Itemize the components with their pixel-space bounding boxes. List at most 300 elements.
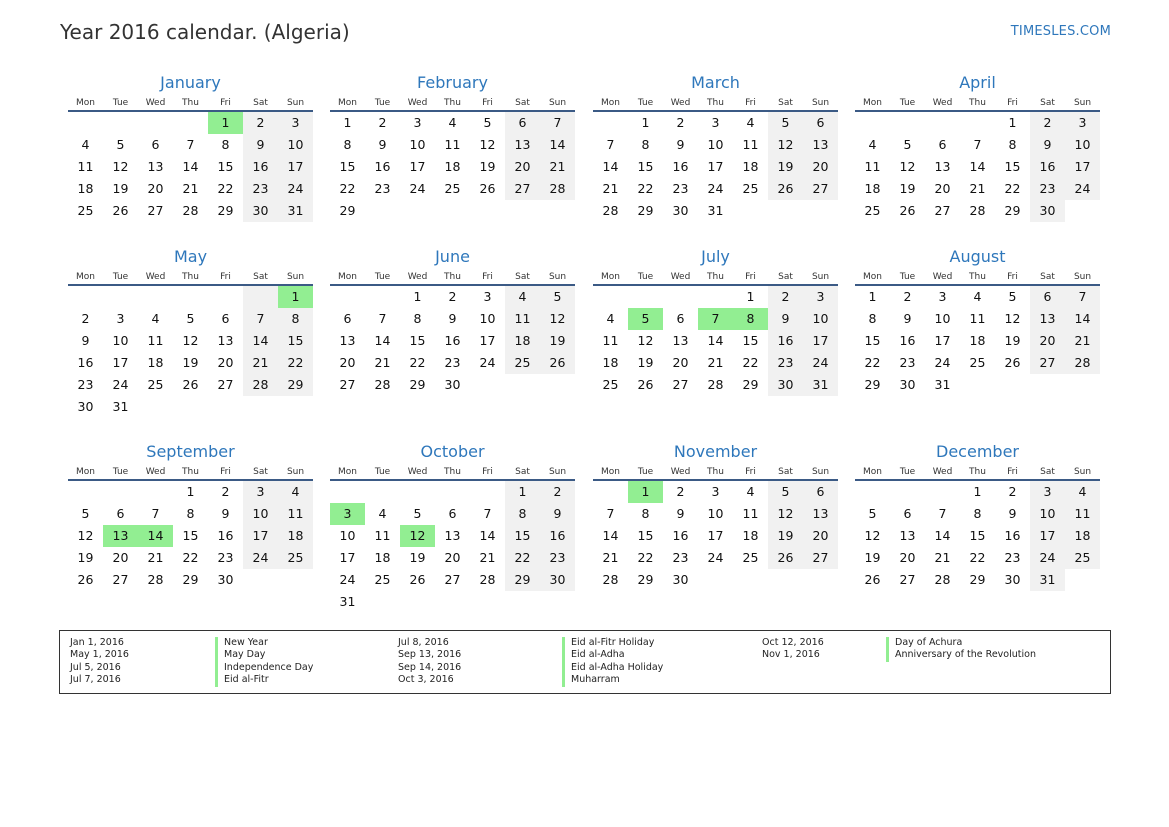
month-march xyxy=(593,72,838,222)
week-row xyxy=(593,286,838,308)
day-cell: 27 xyxy=(1030,352,1065,374)
week-row xyxy=(68,200,313,222)
day-cell: 21 xyxy=(182,181,199,196)
legend-date: Sep 13, 2016 xyxy=(398,649,462,661)
empty-day-cell xyxy=(470,374,505,396)
weekday-label: Mon xyxy=(338,467,357,477)
day-cell: 12 xyxy=(768,134,803,156)
weekday-label: Tue xyxy=(899,272,916,282)
legend-date: Oct 3, 2016 xyxy=(398,674,454,686)
week-row xyxy=(68,396,313,418)
weekday-header xyxy=(855,268,1100,286)
weekday-label: Tue xyxy=(637,467,654,477)
weekday-label: Sat xyxy=(778,272,793,282)
weekday-label: Fri xyxy=(745,467,756,477)
day-cell: 3 xyxy=(413,115,422,130)
day-cell: 1 xyxy=(641,115,650,130)
month-december xyxy=(855,441,1100,591)
day-cell: 11 xyxy=(602,333,619,348)
day-cell: 8 xyxy=(343,137,352,152)
day-cell: 1 xyxy=(868,289,877,304)
day-cell: 19 xyxy=(77,550,94,565)
empty-day-cell xyxy=(435,481,470,503)
day-cell: 5 xyxy=(540,286,575,308)
week-row xyxy=(593,352,838,374)
week-row xyxy=(68,569,313,591)
day-cell: 10 xyxy=(934,311,951,326)
empty-day-cell xyxy=(103,112,138,134)
weekday-label: Tue xyxy=(374,272,391,282)
day-cell: 3 xyxy=(1030,481,1065,503)
day-cell: 8 xyxy=(868,311,877,326)
day-cell: 13 xyxy=(147,159,164,174)
weekday-label: Sun xyxy=(548,98,567,108)
week-row xyxy=(330,374,575,396)
week-row xyxy=(855,156,1100,178)
week-row xyxy=(593,503,838,525)
weekday-label: Mon xyxy=(601,467,620,477)
day-cell: 1 xyxy=(343,115,352,130)
day-cell: 30 xyxy=(1004,572,1021,587)
day-cell: 17 xyxy=(1065,156,1100,178)
week-row xyxy=(855,112,1100,134)
day-cell: 2 xyxy=(1008,484,1017,499)
day-cell: 14 xyxy=(374,333,391,348)
day-cell: 23 xyxy=(540,547,575,569)
day-cell: 21 xyxy=(707,355,724,370)
day-cell: 10 xyxy=(278,134,313,156)
day-cell: 25 xyxy=(864,203,881,218)
day-cell: 14 xyxy=(1065,308,1100,330)
weekday-label: Sat xyxy=(1040,467,1055,477)
day-cell: 11 xyxy=(969,311,986,326)
day-cell: 9 xyxy=(448,311,457,326)
day-cell: 4 xyxy=(746,115,755,130)
day-cell: 27 xyxy=(803,547,838,569)
day-cell: 23 xyxy=(444,355,461,370)
holiday-day-cell: 13 xyxy=(103,525,138,547)
day-cell: 17 xyxy=(278,156,313,178)
day-cell: 13 xyxy=(505,134,540,156)
day-cell: 8 xyxy=(413,311,422,326)
weekday-label: Mon xyxy=(338,98,357,108)
month-name: August xyxy=(949,247,1006,266)
weekday-label: Tue xyxy=(899,467,916,477)
day-cell: 10 xyxy=(339,528,356,543)
week-row xyxy=(68,156,313,178)
weekday-label: Tue xyxy=(637,98,654,108)
weekday-label: Thu xyxy=(444,467,461,477)
empty-day-cell xyxy=(960,112,995,134)
week-row xyxy=(68,112,313,134)
day-cell: 25 xyxy=(147,377,164,392)
day-cell: 24 xyxy=(243,547,278,569)
day-cell: 14 xyxy=(243,330,278,352)
legend-date: Jul 5, 2016 xyxy=(70,661,121,673)
weekday-label: Mon xyxy=(76,467,95,477)
legend-names xyxy=(562,637,663,687)
week-row xyxy=(68,330,313,352)
empty-day-cell xyxy=(855,481,890,503)
day-cell: 7 xyxy=(186,137,195,152)
day-cell: 28 xyxy=(540,178,575,200)
day-cell: 9 xyxy=(676,137,685,152)
week-row xyxy=(330,112,575,134)
day-cell: 20 xyxy=(803,525,838,547)
day-cell: 6 xyxy=(505,112,540,134)
week-row xyxy=(330,330,575,352)
weekday-label: Sat xyxy=(515,98,530,108)
day-cell: 20 xyxy=(803,156,838,178)
weekday-label: Sun xyxy=(286,272,305,282)
day-cell: 7 xyxy=(606,506,615,521)
week-row xyxy=(68,308,313,330)
weekday-label: Sun xyxy=(1073,272,1092,282)
day-cell: 2 xyxy=(243,112,278,134)
empty-day-cell xyxy=(593,481,628,503)
week-row xyxy=(68,134,313,156)
weekday-label: Tue xyxy=(374,98,391,108)
weekday-label: Sat xyxy=(515,272,530,282)
day-cell: 20 xyxy=(899,550,916,565)
week-row xyxy=(330,200,575,222)
day-cell: 8 xyxy=(1008,137,1017,152)
weekday-label: Tue xyxy=(374,467,391,477)
weekday-label: Wed xyxy=(670,467,691,477)
day-cell: 17 xyxy=(409,159,426,174)
empty-day-cell xyxy=(890,112,925,134)
day-cell: 29 xyxy=(409,377,426,392)
day-cell: 21 xyxy=(602,181,619,196)
page-title: Year 2016 calendar. (Algeria) xyxy=(60,20,350,44)
empty-day-cell xyxy=(593,286,628,308)
empty-day-cell xyxy=(470,200,505,222)
day-cell: 27 xyxy=(934,203,951,218)
day-cell: 14 xyxy=(602,528,619,543)
day-cell: 22 xyxy=(742,355,759,370)
day-cell: 25 xyxy=(969,355,986,370)
month-february xyxy=(330,72,575,222)
empty-day-cell xyxy=(1065,200,1100,222)
legend-holiday-name: Muharram xyxy=(562,674,663,686)
weekday-label: Wed xyxy=(932,272,953,282)
day-cell: 31 xyxy=(112,399,129,414)
day-cell: 5 xyxy=(81,506,90,521)
day-cell: 28 xyxy=(1065,352,1100,374)
day-cell: 18 xyxy=(505,330,540,352)
day-cell: 10 xyxy=(1065,134,1100,156)
day-cell: 27 xyxy=(803,178,838,200)
weekday-header xyxy=(68,268,313,286)
day-cell: 29 xyxy=(864,377,881,392)
day-cell: 4 xyxy=(1065,481,1100,503)
day-cell: 26 xyxy=(540,352,575,374)
empty-day-cell xyxy=(593,112,628,134)
month-name: October xyxy=(420,442,485,461)
weekday-header xyxy=(330,94,575,112)
day-cell: 23 xyxy=(217,550,234,565)
week-row xyxy=(855,286,1100,308)
day-cell: 16 xyxy=(1030,156,1065,178)
weekday-label: Sun xyxy=(548,272,567,282)
day-cell: 8 xyxy=(221,137,230,152)
day-cell: 29 xyxy=(505,569,540,591)
legend-names xyxy=(886,637,1036,662)
day-cell: 11 xyxy=(1065,503,1100,525)
day-cell: 18 xyxy=(278,525,313,547)
legend-dates xyxy=(398,637,461,687)
day-cell: 4 xyxy=(151,311,160,326)
weekday-header xyxy=(593,94,838,112)
day-cell: 18 xyxy=(864,181,881,196)
weekday-label: Mon xyxy=(76,98,95,108)
day-cell: 20 xyxy=(147,181,164,196)
day-cell: 13 xyxy=(672,333,689,348)
day-cell: 3 xyxy=(483,289,492,304)
day-cell: 1 xyxy=(505,481,540,503)
month-august xyxy=(855,246,1100,396)
day-cell: 22 xyxy=(637,181,654,196)
weekday-label: Sun xyxy=(548,467,567,477)
weekday-label: Fri xyxy=(745,98,756,108)
legend-holiday-name: Eid al-Fitr xyxy=(215,674,313,686)
holiday-legend xyxy=(59,630,1111,694)
day-cell: 4 xyxy=(505,286,540,308)
holiday-day-cell: 1 xyxy=(208,112,243,134)
week-row xyxy=(855,569,1100,591)
empty-day-cell xyxy=(138,396,173,418)
month-april xyxy=(855,72,1100,222)
weekday-label: Sun xyxy=(286,98,305,108)
day-cell: 21 xyxy=(934,550,951,565)
day-cell: 11 xyxy=(444,137,461,152)
empty-day-cell xyxy=(365,200,400,222)
day-cell: 15 xyxy=(864,333,881,348)
day-cell: 15 xyxy=(1004,159,1021,174)
day-cell: 16 xyxy=(444,333,461,348)
empty-day-cell xyxy=(995,374,1030,396)
day-cell: 25 xyxy=(77,203,94,218)
day-cell: 16 xyxy=(540,525,575,547)
day-cell: 17 xyxy=(339,550,356,565)
legend-date: Jan 1, 2016 xyxy=(70,637,124,648)
weekday-label: Wed xyxy=(145,467,166,477)
month-november xyxy=(593,441,838,591)
day-cell: 10 xyxy=(707,137,724,152)
day-cell: 2 xyxy=(81,311,90,326)
weekday-label: Wed xyxy=(932,98,953,108)
empty-day-cell xyxy=(138,286,173,308)
day-cell: 6 xyxy=(116,506,125,521)
weekday-label: Thu xyxy=(969,272,986,282)
day-cell: 20 xyxy=(217,355,234,370)
weekday-header xyxy=(330,268,575,286)
day-cell: 12 xyxy=(637,333,654,348)
day-cell: 28 xyxy=(934,572,951,587)
week-row xyxy=(593,547,838,569)
empty-day-cell xyxy=(330,286,365,308)
day-cell: 23 xyxy=(899,355,916,370)
legend-date: Nov 1, 2016 xyxy=(762,649,820,661)
day-cell: 1 xyxy=(746,289,755,304)
day-cell: 18 xyxy=(1065,525,1100,547)
empty-day-cell xyxy=(243,396,278,418)
day-cell: 15 xyxy=(182,528,199,543)
day-cell: 21 xyxy=(1065,330,1100,352)
weekday-label: Sat xyxy=(1040,98,1055,108)
day-cell: 1 xyxy=(186,484,195,499)
legend-holiday-name: Anniversary of the Revolution xyxy=(886,649,1036,661)
legend-holiday-name: Eid al-Adha Holiday xyxy=(562,662,663,674)
empty-day-cell xyxy=(173,286,208,308)
day-cell: 2 xyxy=(378,115,387,130)
weekday-label: Sun xyxy=(811,98,830,108)
empty-day-cell xyxy=(278,569,313,591)
day-cell: 24 xyxy=(409,181,426,196)
weekday-header xyxy=(68,463,313,481)
day-cell: 22 xyxy=(339,181,356,196)
day-cell: 30 xyxy=(672,572,689,587)
day-cell: 4 xyxy=(81,137,90,152)
day-cell: 21 xyxy=(374,355,391,370)
day-cell: 7 xyxy=(973,137,982,152)
day-cell: 10 xyxy=(243,503,278,525)
empty-day-cell xyxy=(208,396,243,418)
weekday-label: Thu xyxy=(182,98,199,108)
day-cell: 16 xyxy=(768,330,803,352)
empty-day-cell xyxy=(663,286,698,308)
weekday-label: Sat xyxy=(253,467,268,477)
day-cell: 19 xyxy=(112,181,129,196)
day-cell: 29 xyxy=(182,572,199,587)
day-cell: 3 xyxy=(803,286,838,308)
day-cell: 22 xyxy=(217,181,234,196)
legend-date: May 1, 2016 xyxy=(70,649,129,661)
empty-day-cell xyxy=(540,591,575,613)
day-cell: 19 xyxy=(768,525,803,547)
day-cell: 15 xyxy=(742,333,759,348)
day-cell: 12 xyxy=(899,159,916,174)
day-cell: 6 xyxy=(803,112,838,134)
day-cell: 29 xyxy=(969,572,986,587)
day-cell: 21 xyxy=(147,550,164,565)
day-cell: 22 xyxy=(182,550,199,565)
weekday-label: Wed xyxy=(670,98,691,108)
day-cell: 12 xyxy=(768,503,803,525)
day-cell: 13 xyxy=(217,333,234,348)
day-cell: 13 xyxy=(803,503,838,525)
day-cell: 9 xyxy=(676,506,685,521)
holiday-day-cell: 1 xyxy=(628,481,663,503)
day-cell: 5 xyxy=(186,311,195,326)
empty-day-cell xyxy=(365,591,400,613)
day-cell: 4 xyxy=(868,137,877,152)
weekday-label: Sat xyxy=(1040,272,1055,282)
day-cell: 27 xyxy=(672,377,689,392)
day-cell: 30 xyxy=(243,200,278,222)
weekday-label: Fri xyxy=(482,98,493,108)
month-name: January xyxy=(160,73,221,92)
week-row xyxy=(68,286,313,308)
day-cell: 19 xyxy=(899,181,916,196)
week-row xyxy=(855,503,1100,525)
day-cell: 27 xyxy=(899,572,916,587)
day-cell: 7 xyxy=(938,506,947,521)
day-cell: 22 xyxy=(969,550,986,565)
day-cell: 28 xyxy=(182,203,199,218)
weekday-label: Sat xyxy=(515,467,530,477)
empty-day-cell xyxy=(960,374,995,396)
day-cell: 24 xyxy=(339,572,356,587)
day-cell: 18 xyxy=(77,181,94,196)
weekday-label: Thu xyxy=(182,272,199,282)
empty-day-cell xyxy=(68,481,103,503)
day-cell: 9 xyxy=(903,311,912,326)
site-link[interactable]: TIMESLES.COM xyxy=(1010,24,1111,39)
week-row xyxy=(855,134,1100,156)
day-cell: 7 xyxy=(1065,286,1100,308)
day-cell: 18 xyxy=(602,355,619,370)
weekday-header xyxy=(855,94,1100,112)
week-row xyxy=(68,178,313,200)
day-cell: 3 xyxy=(1065,112,1100,134)
day-cell: 25 xyxy=(742,550,759,565)
day-cell: 22 xyxy=(864,355,881,370)
month-name: April xyxy=(959,73,996,92)
day-cell: 24 xyxy=(803,352,838,374)
day-cell: 9 xyxy=(81,333,90,348)
day-cell: 11 xyxy=(278,503,313,525)
weekday-label: Fri xyxy=(745,272,756,282)
day-cell: 29 xyxy=(742,377,759,392)
empty-day-cell xyxy=(1030,374,1065,396)
month-september xyxy=(68,441,313,591)
empty-day-cell xyxy=(400,481,435,503)
weekday-label: Mon xyxy=(863,467,882,477)
day-cell: 30 xyxy=(768,374,803,396)
weekday-label: Fri xyxy=(482,272,493,282)
week-row xyxy=(855,330,1100,352)
day-cell: 7 xyxy=(378,311,387,326)
day-cell: 19 xyxy=(409,550,426,565)
day-cell: 13 xyxy=(934,159,951,174)
weekday-header xyxy=(855,463,1100,481)
empty-day-cell xyxy=(243,569,278,591)
day-cell: 13 xyxy=(444,528,461,543)
week-row xyxy=(593,569,838,591)
day-cell: 22 xyxy=(637,550,654,565)
day-cell: 21 xyxy=(479,550,496,565)
day-cell: 27 xyxy=(217,377,234,392)
day-cell: 19 xyxy=(182,355,199,370)
day-cell: 15 xyxy=(339,159,356,174)
week-row xyxy=(330,481,575,503)
day-cell: 3 xyxy=(711,484,720,499)
weekday-label: Wed xyxy=(407,98,428,108)
week-row xyxy=(855,178,1100,200)
day-cell: 14 xyxy=(479,528,496,543)
day-cell: 22 xyxy=(505,547,540,569)
holiday-day-cell: 7 xyxy=(698,308,733,330)
empty-day-cell xyxy=(698,569,733,591)
weekday-header xyxy=(593,268,838,286)
weekday-label: Fri xyxy=(1007,98,1018,108)
day-cell: 26 xyxy=(409,572,426,587)
weekday-label: Mon xyxy=(863,272,882,282)
week-row xyxy=(593,525,838,547)
month-october xyxy=(330,441,575,613)
day-cell: 17 xyxy=(707,159,724,174)
